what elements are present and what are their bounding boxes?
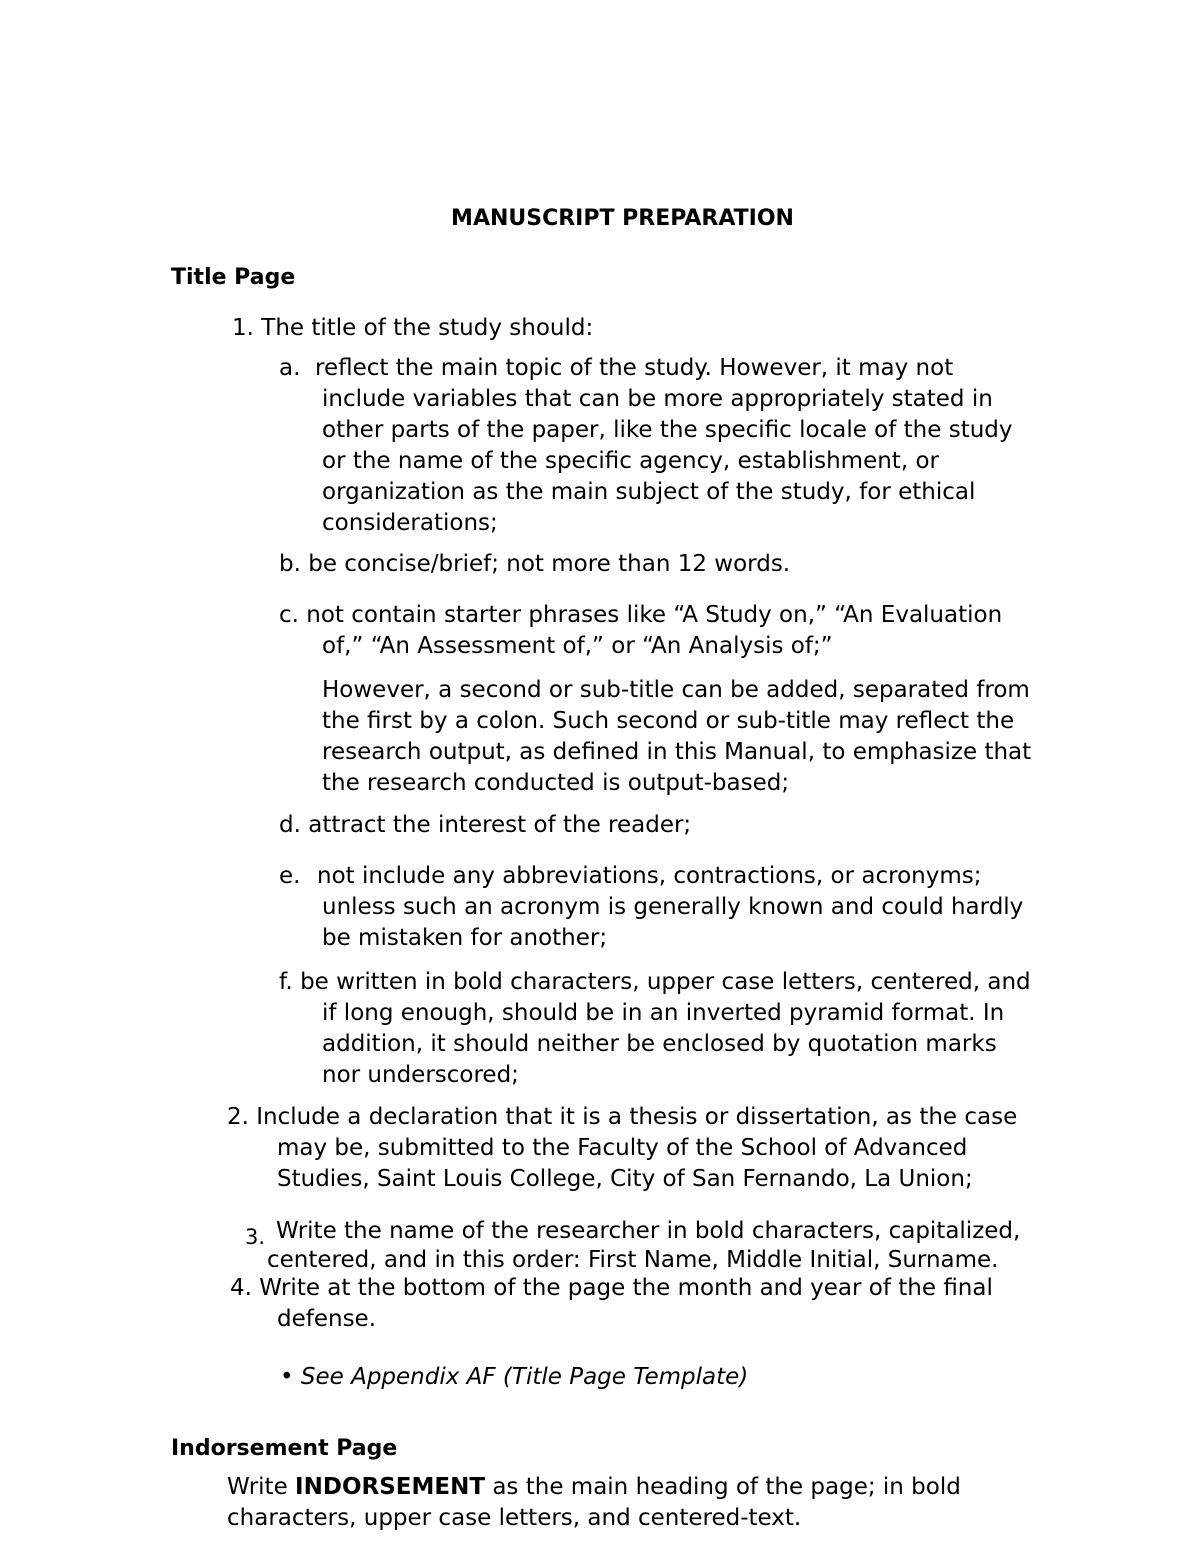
list-number: 1. — [232, 315, 254, 341]
indorsement-keyword: INDORSEMENT — [295, 1474, 486, 1500]
sub-item-text: unless such an acronym is generally known and could hardly be mistaken for another; — [322, 894, 1024, 951]
indorsement-text: characters, upper case letters, and centered-text. — [227, 1505, 802, 1531]
sub-item-paragraph: However, a second or sub-title can be added, separated from the first by a colon. Such second or sub-title may reflect the research output, as defined in this Manual, to emphasize that the research conducted is output-based; — [322, 677, 1032, 796]
sub-item-text: c. not contain starter phrases like “A Study on,” “An Evaluation — [279, 602, 1003, 628]
list-text: centered, and in this order: First Name, Middle Initial, Surname. — [267, 1247, 999, 1273]
list-text: 2. Include a declaration that it is a thesis or dissertation, as the case — [227, 1104, 1018, 1130]
list-text: may be, submitted to the Faculty of the School of Advanced Studies, Saint Louis College, City of San Fernando, La Union; — [277, 1135, 973, 1192]
section-heading-title-page: Title Page — [171, 265, 296, 290]
sub-item-text: if long enough, should be in an inverted pyramid format. In addition, it should neither be enclosed by quotation marks nor underscored; — [322, 1000, 1005, 1088]
sub-item-d — [279, 810, 691, 841]
sub-item-label: d. — [279, 812, 301, 838]
sub-item-text: of,” “An Assessment of,” or “An Analysis of;” — [322, 633, 833, 659]
list-text: The title of the study should: — [261, 315, 594, 341]
sub-item-label: f. — [279, 969, 293, 995]
list-number: 4. — [230, 1275, 252, 1301]
list-number: 3. — [245, 1225, 266, 1249]
section-heading-indorsement: Indorsement Page — [171, 1436, 398, 1461]
sub-item-label: b. — [279, 551, 301, 577]
list-text: Write the name of the researcher in bold characters, capitalized, — [276, 1218, 1021, 1244]
sub-item-b — [279, 549, 790, 580]
list-text: defense. — [277, 1306, 377, 1332]
page-title: MANUSCRIPT PREPARATION — [451, 206, 794, 231]
list-text: 4. Write at the bottom of the page the month and year of the final — [230, 1275, 993, 1301]
indorsement-text: Write INDORSEMENT as the main heading of the page; in bold — [227, 1474, 961, 1500]
sub-item-text: f. be written in bold characters, upper case letters, centered, and — [279, 969, 1031, 995]
sub-item-label: e. — [279, 863, 301, 889]
sub-item-text: attract the interest of the reader; — [308, 812, 692, 838]
list-number: 2. — [227, 1104, 249, 1130]
sub-item-text: reflect the main topic of the study. However, it may not include variables that can be more appropriately stated in other parts of the paper, like the specific locale of the study or the name of the specific agency, establishment, or organization as the main subject of the study, for ethical considerations; — [315, 355, 1013, 536]
sub-item-text: not include any abbreviations, contractions, or acronyms; — [317, 863, 982, 889]
sub-item-label: c. — [279, 602, 299, 628]
sub-item-label: a. — [279, 355, 301, 381]
appendix-note: • See Appendix AF (Title Page Template) — [280, 1364, 749, 1390]
list-item-1 — [232, 313, 593, 344]
sub-item-text: be concise/brief; not more than 12 words. — [308, 551, 791, 577]
